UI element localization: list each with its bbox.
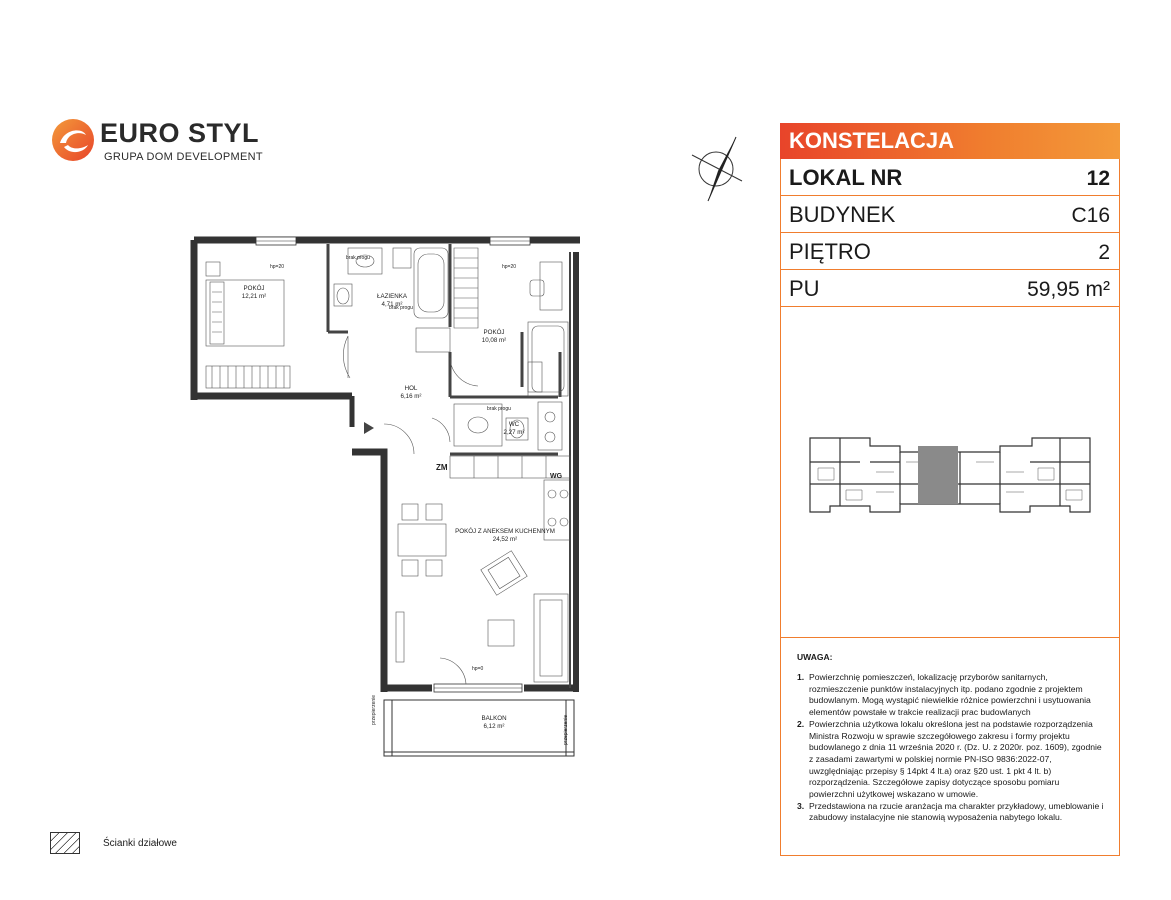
info-row-lokal xyxy=(780,159,1120,196)
info-label: BUDYNEK xyxy=(789,202,896,227)
room-wc: WC 2,27 m² xyxy=(503,421,525,436)
room-hol: HOL 6,16 m² xyxy=(400,385,422,400)
partition-mark: przepierzenie xyxy=(371,694,377,725)
room-pokoj-1: POKÓJ 12,21 m² xyxy=(241,285,267,300)
info-value: 12 xyxy=(1086,167,1110,190)
threshold-mark: brak progu xyxy=(487,406,511,412)
zm-label: ZM xyxy=(436,463,448,472)
building-key-plan xyxy=(800,432,1100,522)
partition-mark: przepierzenie xyxy=(563,714,569,745)
threshold-mark: brak progu xyxy=(389,305,413,311)
info-label: PU xyxy=(789,276,820,301)
logo-tagline: GRUPA DOM DEVELOPMENT xyxy=(104,151,263,163)
info-row-budynek xyxy=(780,196,1120,233)
info-row-pietro xyxy=(780,233,1120,270)
note-item: 2. Powierzchnia użytkowa lokalu określona jest na podstawie rozporządzenia Ministra Rozwoju w sprawie szczegółowego zakresu i formy projektu budowlanego z dnia 11 września 2020 r. (Dz. U. z 2020r. poz. 1609), zgodnie z zasadami zawartymi w polskiej normie PN-ISO 9836:2022-07, uwzględniając przepisy § 14pkt 4 lt.a) oraz §20 ust. 1 pkt 4 lt. b) rozporządzenia. Szczegółowe zapisy dotyczące sposobu pomiaru powierzchni użytkowej wskazano w umowie. xyxy=(797,718,1102,800)
info-value: C16 xyxy=(1071,204,1110,227)
logo-name: EURO STYL xyxy=(100,118,260,148)
floor-plan xyxy=(188,232,588,762)
legend-label: Ścianki działowe xyxy=(103,838,177,849)
info-label: LOKAL NR xyxy=(789,165,903,190)
logo-mark xyxy=(50,117,96,163)
room-pokoj-2: POKÓJ 10,08 m² xyxy=(481,329,507,344)
note-item: 1. Powierzchnię pomieszczeń, lokalizację przyborów sanitarnych, rozmieszczenie punktów instalacyjnych itp. podano zgodnie z projektem budowlanym. Mogą wystąpić niewielkie różnice powierzchni i usytuowania elementów powstałe w trakcie realizacji prac budowlanych xyxy=(797,672,1091,718)
note-item: 3. Przedstawiona na rzucie aranżacja ma charakter przykładowy, umeblowanie i zabudowy instalacyjne nie stanowią wyposażenia nabytego lokalu. xyxy=(797,800,1104,823)
info-row-pu xyxy=(780,270,1120,307)
notes-divider xyxy=(780,637,1120,638)
hp-mark: hp=0 xyxy=(472,666,484,672)
info-label: PIĘTRO xyxy=(789,239,871,264)
hp-mark: hp=20 xyxy=(502,264,517,270)
info-value: 2 xyxy=(1098,241,1110,264)
notes-title: UWAGA: xyxy=(797,652,833,662)
info-value: 59,95 m² xyxy=(1027,278,1110,301)
hp-mark: hp=20 xyxy=(270,264,285,270)
room-balkon: BALKON 6,12 m² xyxy=(481,715,507,730)
legend-swatch xyxy=(50,832,80,854)
room-salon: POKÓJ Z ANEKSEM KUCHENNYM 24,52 m² xyxy=(455,528,555,543)
notes-list xyxy=(797,672,1107,824)
threshold-mark: brak progu xyxy=(346,255,370,261)
wg-label: WG xyxy=(550,473,563,480)
north-arrow-icon xyxy=(688,133,748,205)
project-name: KONSTELACJA xyxy=(780,123,1120,159)
room-lazienka: ŁAZIENKA 4,71 m² xyxy=(377,293,407,308)
